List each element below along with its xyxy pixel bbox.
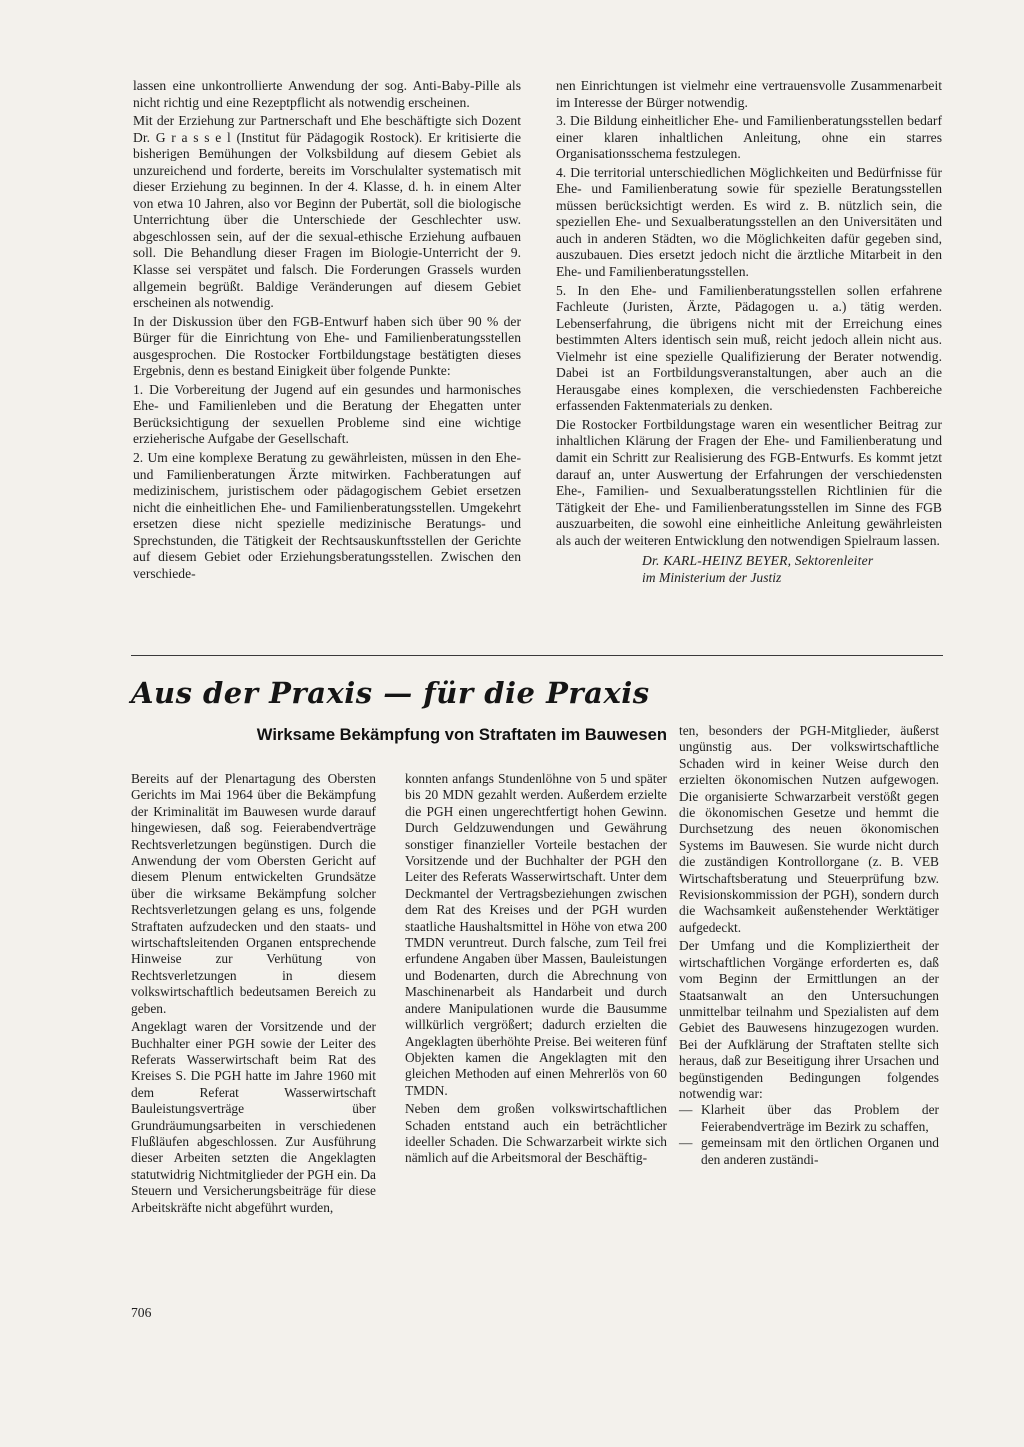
article-column-2 [405, 771, 667, 1167]
page-number: 706 [131, 1305, 152, 1320]
paragraph: In der Diskussion über den FGB-Entwurf haben sich über 90 % der Bürger für die Einrichtung von Ehe- und Familienberatungsstellen ausgesprochen. Die Rostocker Fortbildungstage bestätigten dieses Ergebnis, denn es bestand Einigkeit über folgende Punkte: [133, 313, 521, 379]
list-item-text: Klarheit über das Problem der Feierabendverträge im Bezirk zu schaffen, [701, 1102, 939, 1134]
paragraph: Der Umfang und die Kompliziertheit der wirtschaftlichen Vorgänge erforderten es, daß vom Beginn der Ermittlungen an der Staatsanwalt an den Untersuchungen unmittelbar teilnahm und Spezialisten auf dem Gebiet des Bauwesens hinzugezogen wurden. Bei der Aufklärung der Straftaten stellte sich heraus, daß zur Beseitigung ihrer Ursachen und begünstigenden Bedingungen folgendes notwendig war: [679, 938, 939, 1101]
upper-left-column [133, 78, 521, 582]
measures-list [679, 1102, 939, 1168]
list-dash: — [679, 1135, 693, 1151]
article-headline: Wirksame Bekämpfung von Straftaten im Bauwesen [256, 725, 667, 744]
author-role: im Ministerium der Justiz [642, 569, 782, 585]
section-divider [131, 655, 943, 656]
author-name: Dr. KARL-HEINZ BEYER, Sektorenleiter [642, 553, 874, 569]
paragraph: Angeklagt waren der Vorsitzende und der Buchhalter einer PGH sowie der Leiter des Referats Wasserwirtschaft beim Rat des Kreises S. Die PGH hatte im Jahre 1960 mit dem Referat Wasserwirtschaft Bauleistungsverträge über Grundräumungsarbeiten in verschiedenen Flußläufen abgeschlossen. Zur Ausführung dieser Arbeiten setzten die Angeklagten statutwidrig Nichtmitglieder der PGH ein. Da Steuern und Versicherungsbeiträge für diese Arbeitskräfte nicht abgeführt wurden, [131, 1019, 376, 1215]
paragraph: Mit der Erziehung zur Partnerschaft und Ehe beschäftigte sich Dozent Dr. G r a s s e l (Institut für Pädagogik Rostock). Er kritisierte die bisherigen Bemühungen der Volksbildung auf diesem Gebiet als unzureichend und forderte, bereits im Vorschulalter systematisch mit dieser Erziehung zu beginnen. In der 4. Klasse, d. h. in einem Alter von etwa 10 Jahren, also vor Beginn der Pubertät, soll die biologische Unterrichtung über die Unterschiede der Geschlechter usw. abgeschlossen sein, auf der die sexual-ethische Erziehung aufbauen soll. Die Behandlung dieser Fragen im Biologie-Unterricht der 9. Klasse sei verspätet und falsch. Die Forderungen Grassels wurden allgemein begrüßt. Baldige Veränderungen auf diesem Gebiet erscheinen als notwendig. [133, 113, 521, 311]
paragraph: konnten anfangs Stundenlöhne von 5 und später bis 20 MDN gezahlt werden. Außerdem erzielte die PGH einen ungerechtfertigt hohen Gewinn. Durch Geldzuwendungen und Gewährung sonstiger finanzieller Vorteile bestachen der Vorsitzende und der Buchhalter der PGH den Leiter des Referats Wasserwirtschaft. Unter dem Deckmantel der Vertragsbeziehungen zwischen dem Rat des Kreises und der PGH wurden staatliche Haushaltsmittel in Höhe von etwa 200 TMDN veruntreut. Durch falsche, zum Teil frei erfundene Angaben über Massen, Bauleistungen und Bodenarten, durch die Abrechnung von Maschinenarbeit als Handarbeit und durch andere Manipulationen wurde die Bausumme willkürlich vergrößert; dadurch erzielten die Angeklagten überhöhte Preise. Bei weiteren fünf Objekten kamen die Angeklagten mit den gleichen Methoden auf einen Mehrerlös von 60 TMDN. [405, 771, 667, 1098]
author-signature [556, 553, 942, 586]
list-item [679, 1135, 939, 1168]
paragraph: 3. Die Bildung einheitlicher Ehe- und Familienberatungsstellen bedarf einer klaren inhaltlichen Anleitung, ohne ein starres Organisationsschema festzulegen. [556, 113, 942, 162]
paragraph: lassen eine unkontrollierte Anwendung der sog. Anti-Baby-Pille als nicht richtig und eine Rezeptpflicht als notwendig erscheinen. [133, 78, 521, 110]
list-dash: — [679, 1102, 693, 1118]
paragraph: 5. In den Ehe- und Familienberatungsstellen sollen erfahrene Fachleute (Juristen, Ärzte, Pädagogen u. a.) tätig werden. Lebenserfahrung, die übrigens nicht mit der Erreichung eines bestimmten Alters identisch sein muß, reicht jedoch allein nicht aus. Vielmehr ist eine spezielle Qualifizierung der Berater notwendig. Dabei ist an Fortbildungsveranstaltungen, aber auch an die Herausgabe eines komplexen, die verschiedensten Fachbereiche erfassenden Faktenmaterials zu denken. [556, 282, 942, 414]
list-item-text: gemeinsam mit den örtlichen Organen und den anderen zuständi- [701, 1135, 939, 1167]
paragraph: Neben dem großen volkswirtschaftlichen Schaden entstand auch ein beträchtlicher ideeller Schaden. Die Schwarzarbeit wirkte sich nämlich auf die Arbeitsmoral der Beschäftig- [405, 1101, 667, 1166]
article-column-3 [679, 723, 939, 1168]
article-column-1 [131, 771, 376, 1216]
paragraph: Bereits auf der Plenartagung des Obersten Gerichts im Mai 1964 über die Bekämpfung der Kriminalität im Bauwesen wurde darauf hingewiesen, daß sog. Feierabendverträge Rechtsverletzungen begünstigen. Durch die Anwendung der vom Obersten Gericht auf diesem Plenum entwickelten Grundsätze über die wirksame Bekämpfung solcher Rechtsverletzungen gelang es uns, folgende Straftaten aufzudecken und den staats- und wirtschaftsleitenden Organen entsprechende Hinweise zur Verhütung von Rechtsverletzungen in diesem volkswirtschaftlich bedeutsamen Bereich zu geben. [131, 771, 376, 1016]
paragraph: 4. Die territorial unterschiedlichen Möglichkeiten und Bedürfnisse für Ehe- und Familienberatung sowie für spezielle Beratungsstellen müssen berücksichtigt werden. Es wird z. B. nützlich sein, die speziellen Ehe- und Sexualberatungsstellen an den Universitäten und auch in anderen Städten, wo die Möglichkeiten dafür gegeben sind, auszubauen. Dies ersetzt jedoch nicht die ärztliche Mitarbeit in den Ehe- und Familienberatungsstellen. [556, 164, 942, 280]
section-rubric: Aus der Praxis — für die Praxis [131, 676, 650, 710]
paragraph: 1. Die Vorbereitung der Jugend auf ein gesundes und harmonisches Ehe- und Familienleben und die Beratung der Ehegatten unter Berücksichtigung der sexuellen Probleme sind eine wichtige erzieherische Aufgabe der Gesellschaft. [133, 381, 521, 447]
paragraph: ten, besonders der PGH-Mitglieder, äußerst ungünstig aus. Der volkswirtschaftliche Schaden wird in keiner Weise durch den erzielten ökonomischen Nutzen aufgewogen. Die organisierte Schwarzarbeit verstößt gegen die ökonomischen Gesetze und hemmt die Durchsetzung des neuen ökonomischen Systems im Bauwesen. Sie wurde nicht durch die zuständigen Kontrollorgane (z. B. VEB Wirtschaftsberatung und Steuerprüfung bzw. Revisionskommission der PGH), sondern durch die Wachsamkeit außenstehender Werktätiger aufgedeckt. [679, 723, 939, 935]
paragraph: 2. Um eine komplexe Beratung zu gewährleisten, müssen in den Ehe- und Familienberatungen Ärzte mitwirken. Fachberatungen auf medizinischem, juristischem oder pädagogischem Gebiet ersetzen nicht die einheitlichen Ehe- und Familienberatungsstellen. Umgekehrt ersetzen diese nicht spezielle medizinische Beratungs- und Sprechstunden, die Tätigkeit der Rechtsauskunftsstellen der Gerichte auf diesem Gebiet oder Erziehungsberatungsstellen. Zwischen den verschiede- [133, 450, 521, 581]
paragraph: Die Rostocker Fortbildungstage waren ein wesentlicher Beitrag zur inhaltlichen Klärung der Fragen der Ehe- und Familienberatung und damit ein Schritt zur Realisierung des FGB-Entwurfs. Es kommt jetzt darauf an, unter Auswertung der Erfahrungen der verschiedensten Ehe-, Familien- und Sexualberatungsstellen Richtlinien für die Tätigkeit der Ehe- und Familienberatungsstellen im Sinne des FGB auszuarbeiten, die sowohl eine einheitliche Anleitung gewährleisten als auch der weiteren Entwicklung den notwendigen Spielraum lassen. [556, 416, 942, 548]
upper-right-column [556, 78, 942, 586]
list-item [679, 1102, 939, 1135]
paragraph: nen Einrichtungen ist vielmehr eine vertrauensvolle Zusammenarbeit im Interesse der Bürger notwendig. [556, 78, 942, 110]
